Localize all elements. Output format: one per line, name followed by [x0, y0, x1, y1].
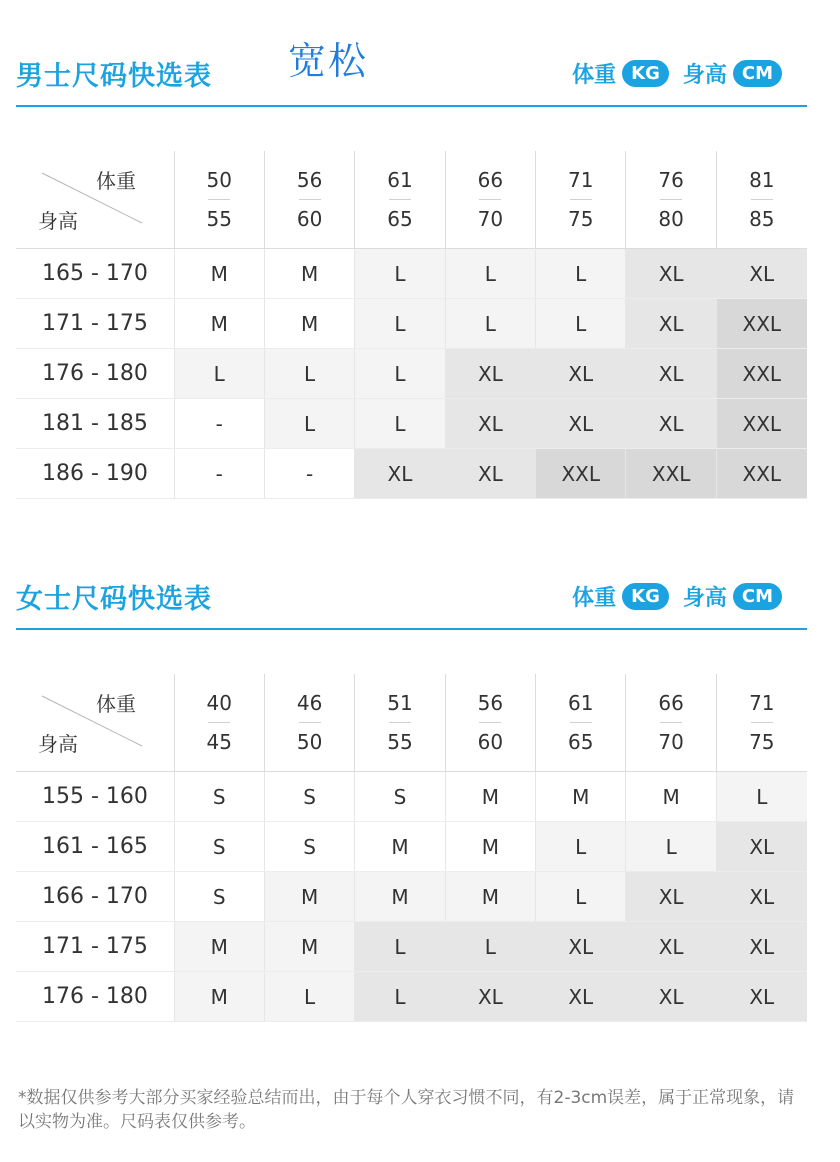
weight-max: 60 — [477, 730, 504, 754]
size-cell: L — [355, 922, 445, 972]
size-cell: L — [536, 249, 626, 299]
weight-range-divider — [208, 199, 230, 200]
size-cell: M — [626, 772, 716, 822]
size-cell: S — [264, 772, 354, 822]
weight-range-divider — [208, 722, 230, 723]
height-unit-badge: CM — [733, 583, 782, 610]
size-cell: M — [536, 772, 626, 822]
size-row — [16, 399, 807, 449]
weight-min: 46 — [296, 691, 323, 715]
weight-max: 75 — [568, 207, 594, 231]
weight-max: 55 — [206, 207, 232, 231]
size-cell: - — [174, 399, 264, 449]
size-cell: XL — [445, 349, 535, 399]
size-row — [16, 872, 807, 922]
women-section-title: 女士尺码快选表 — [16, 584, 212, 615]
women-size-table — [16, 674, 807, 1022]
weight-max: 70 — [477, 207, 504, 231]
size-cell: XXL — [716, 349, 806, 399]
size-cell: XL — [445, 449, 535, 499]
weight-range-header — [174, 674, 264, 772]
size-cell: L — [626, 822, 716, 872]
men-size-table — [16, 151, 807, 499]
size-cell: XXL — [536, 449, 626, 499]
size-row — [16, 772, 807, 822]
size-cell: XL — [626, 972, 716, 1022]
weight-min: 71 — [568, 168, 594, 192]
size-row — [16, 299, 807, 349]
size-cell: M — [355, 822, 445, 872]
size-cell: XL — [626, 249, 716, 299]
weight-range-divider — [570, 722, 592, 723]
size-cell: S — [174, 772, 264, 822]
height-label: 身高 — [682, 63, 727, 88]
size-cell: XL — [445, 399, 535, 449]
size-cell: - — [264, 449, 354, 499]
weight-max: 80 — [658, 207, 684, 231]
size-cell: M — [355, 872, 445, 922]
weight-range-header — [445, 151, 535, 249]
size-cell: L — [445, 249, 535, 299]
weight-range-divider — [751, 722, 773, 723]
weight-max: 65 — [387, 207, 413, 231]
size-cell: XL — [626, 349, 716, 399]
size-cell: L — [355, 249, 445, 299]
weight-max: 45 — [206, 730, 232, 754]
weight-min: 66 — [658, 691, 684, 715]
height-range-cell: 171 - 175 — [16, 299, 174, 349]
size-cell: M — [174, 922, 264, 972]
corner-cell — [16, 151, 174, 249]
weight-range-header — [174, 151, 264, 249]
height-label: 身高 — [682, 586, 727, 611]
size-cell: S — [355, 772, 445, 822]
size-row — [16, 449, 807, 499]
size-row — [16, 349, 807, 399]
weight-max: 75 — [749, 730, 775, 754]
size-cell: XL — [536, 922, 626, 972]
size-cell: S — [174, 822, 264, 872]
size-cell: XXL — [716, 299, 806, 349]
height-range-cell: 155 - 160 — [16, 772, 174, 822]
size-cell: XL — [716, 822, 806, 872]
weight-range-divider — [751, 199, 773, 200]
size-cell: L — [355, 972, 445, 1022]
weight-range-header — [626, 151, 716, 249]
size-row — [16, 972, 807, 1022]
size-cell: XXL — [626, 449, 716, 499]
size-cell: XL — [716, 872, 806, 922]
size-cell: S — [264, 822, 354, 872]
weight-min: 71 — [749, 691, 775, 715]
size-cell: M — [264, 872, 354, 922]
weight-range-divider — [660, 722, 682, 723]
size-cell: L — [174, 349, 264, 399]
height-range-cell: 166 - 170 — [16, 872, 174, 922]
weight-label: 体重 — [572, 63, 617, 88]
height-range-cell: 171 - 175 — [16, 922, 174, 972]
weight-unit-badge: KG — [622, 60, 669, 87]
size-cell: L — [536, 299, 626, 349]
weight-range-header — [264, 674, 354, 772]
size-cell: L — [264, 399, 354, 449]
size-row — [16, 249, 807, 299]
weight-header-row — [16, 151, 807, 249]
weight-max: 85 — [749, 207, 775, 231]
corner-height-label: 身高 — [38, 732, 78, 756]
size-cell: M — [264, 249, 354, 299]
size-cell: XL — [626, 299, 716, 349]
size-cell: L — [264, 972, 354, 1022]
size-cell: XXL — [716, 449, 806, 499]
size-cell: XL — [716, 972, 806, 1022]
size-cell: XL — [716, 922, 806, 972]
weight-range-divider — [389, 199, 411, 200]
weight-min: 66 — [477, 168, 504, 192]
weight-min: 50 — [206, 168, 232, 192]
size-cell: L — [445, 922, 535, 972]
size-cell: XL — [536, 349, 626, 399]
weight-min: 61 — [387, 168, 413, 192]
weight-range-header — [716, 674, 806, 772]
size-cell: M — [264, 922, 354, 972]
size-cell: L — [355, 299, 445, 349]
weight-range-header — [536, 674, 626, 772]
size-cell: XL — [626, 922, 716, 972]
corner-weight-label: 体重 — [96, 692, 136, 716]
weight-max: 55 — [387, 730, 413, 754]
size-cell: L — [716, 772, 806, 822]
men-section-title: 男士尺码快选表 — [16, 61, 212, 92]
weight-min: 76 — [658, 168, 684, 192]
height-range-cell: 161 - 165 — [16, 822, 174, 872]
men-unit-legend — [572, 58, 782, 89]
size-cell: XL — [536, 972, 626, 1022]
weight-range-divider — [660, 199, 682, 200]
size-cell: L — [536, 822, 626, 872]
corner-weight-label: 体重 — [96, 169, 136, 193]
men-title-divider — [16, 105, 807, 107]
weight-range-divider — [299, 199, 321, 200]
weight-range-header — [626, 674, 716, 772]
size-cell: M — [445, 872, 535, 922]
weight-unit-badge: KG — [622, 583, 669, 610]
size-cell: XL — [626, 872, 716, 922]
weight-range-header — [445, 674, 535, 772]
weight-range-divider — [479, 199, 501, 200]
weight-range-divider — [570, 199, 592, 200]
size-cell: L — [355, 349, 445, 399]
height-range-cell: 181 - 185 — [16, 399, 174, 449]
size-row — [16, 822, 807, 872]
size-cell: XL — [445, 972, 535, 1022]
weight-range-header — [716, 151, 806, 249]
height-range-cell: 165 - 170 — [16, 249, 174, 299]
size-cell: XL — [716, 249, 806, 299]
weight-min: 81 — [749, 168, 775, 192]
weight-min: 40 — [206, 691, 232, 715]
weight-range-divider — [299, 722, 321, 723]
weight-max: 60 — [296, 207, 323, 231]
height-unit-badge: CM — [733, 60, 782, 87]
women-unit-legend — [572, 581, 782, 612]
size-cell: L — [536, 872, 626, 922]
size-row — [16, 922, 807, 972]
weight-range-header — [355, 674, 445, 772]
height-range-cell: 176 - 180 — [16, 972, 174, 1022]
weight-max: 50 — [296, 730, 323, 754]
size-cell: XXL — [716, 399, 806, 449]
size-cell: L — [445, 299, 535, 349]
fit-label: 宽松 — [288, 39, 369, 83]
size-cell: - — [174, 449, 264, 499]
footnote: *数据仅供参考大部分买家经验总结而出，由于每个人穿衣习惯不同，有2-3cm误差，属于正常现象，请以实物为准。尺码表仅供参考。 — [18, 1088, 795, 1132]
weight-label: 体重 — [572, 586, 617, 611]
size-cell: XL — [626, 399, 716, 449]
size-cell: XL — [536, 399, 626, 449]
weight-header-row — [16, 674, 807, 772]
size-cell: S — [174, 872, 264, 922]
size-cell: L — [264, 349, 354, 399]
weight-max: 65 — [568, 730, 594, 754]
height-range-cell: 186 - 190 — [16, 449, 174, 499]
corner-cell — [16, 674, 174, 772]
size-cell: M — [445, 772, 535, 822]
weight-range-header — [264, 151, 354, 249]
weight-min: 56 — [296, 168, 323, 192]
size-cell: M — [174, 972, 264, 1022]
weight-range-divider — [389, 722, 411, 723]
size-cell: M — [264, 299, 354, 349]
size-cell: M — [445, 822, 535, 872]
weight-range-header — [355, 151, 445, 249]
height-range-cell: 176 - 180 — [16, 349, 174, 399]
size-cell: M — [174, 249, 264, 299]
size-cell: L — [355, 399, 445, 449]
weight-range-header — [536, 151, 626, 249]
weight-max: 70 — [658, 730, 684, 754]
weight-min: 56 — [477, 691, 504, 715]
women-title-divider — [16, 628, 807, 630]
corner-height-label: 身高 — [38, 209, 78, 233]
weight-min: 61 — [568, 691, 594, 715]
size-cell: XL — [355, 449, 445, 499]
weight-range-divider — [479, 722, 501, 723]
size-cell: M — [174, 299, 264, 349]
weight-min: 51 — [387, 691, 413, 715]
